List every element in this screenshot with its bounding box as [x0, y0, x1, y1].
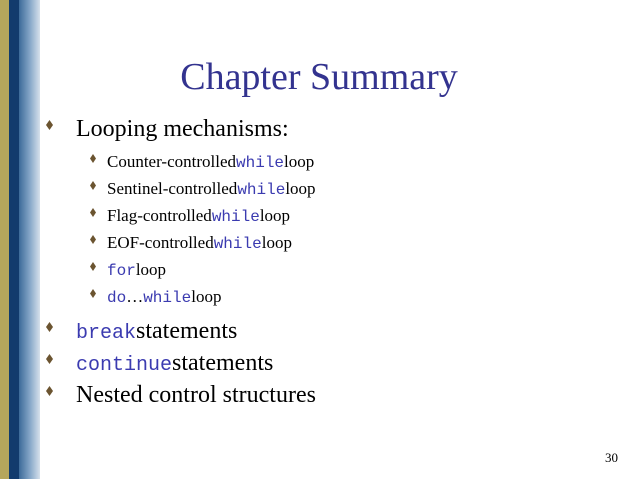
diamond-bullet-icon [90, 208, 96, 217]
bullet-break-statements [46, 318, 316, 350]
sub-bullet-text: loop [261, 233, 292, 252]
slide-title: Chapter Summary [180, 56, 458, 98]
bullet-nested-control-structures [46, 382, 316, 414]
code-keyword: while [237, 181, 286, 199]
code-keyword: while [213, 235, 262, 253]
diamond-bullet-icon [46, 322, 53, 332]
sub-bullet-text: loop [259, 206, 291, 225]
bullet-text: Nested control structures [76, 382, 316, 408]
sub-bullet-counter-controlled [90, 152, 316, 179]
code-keyword: do [107, 289, 127, 307]
sub-bullet-sentinel-controlled [90, 179, 316, 206]
sub-bullet-text: loop [285, 179, 316, 198]
diamond-bullet-icon [90, 235, 96, 244]
bullet-text: statements [136, 318, 238, 344]
diamond-bullet-icon [46, 120, 53, 130]
code-keyword: while [211, 208, 260, 226]
code-keyword: while [143, 289, 192, 307]
sub-bullet-text: loop [191, 287, 222, 306]
sub-bullet-do-while-loop [90, 287, 316, 314]
diamond-bullet-icon [90, 262, 96, 271]
sub-bullet-text: Sentinel-controlled [107, 179, 238, 198]
code-keyword: break [76, 322, 137, 345]
sub-bullet-eof-controlled [90, 233, 316, 260]
bullet-text: statements [172, 350, 274, 376]
bullet-continue-statements [46, 350, 316, 382]
code-keyword: while [236, 154, 285, 172]
sub-bullet-text: Flag-controlled [107, 206, 212, 225]
diamond-bullet-icon [46, 386, 53, 396]
diamond-bullet-icon [46, 354, 53, 364]
ellipsis-text: … [126, 287, 144, 306]
bullet-text: Looping mechanisms: [76, 116, 289, 142]
sub-bullet-text: EOF-controlled [107, 233, 214, 252]
sub-bullet-for-loop [90, 260, 316, 287]
bullet-list [46, 116, 316, 414]
sub-bullet-text: loop [135, 260, 167, 279]
sub-bullet-text: Counter-controlled [107, 152, 237, 171]
diamond-bullet-icon [90, 181, 96, 190]
bullet-looping-mechanisms [46, 116, 316, 148]
diamond-bullet-icon [90, 289, 96, 298]
sub-bullet-flag-controlled [90, 206, 316, 233]
code-keyword: continue [76, 354, 173, 377]
page-number: 30 [605, 450, 618, 465]
code-keyword: for [107, 262, 136, 280]
sub-bullet-text: loop [284, 152, 315, 171]
diamond-bullet-icon [90, 154, 96, 163]
